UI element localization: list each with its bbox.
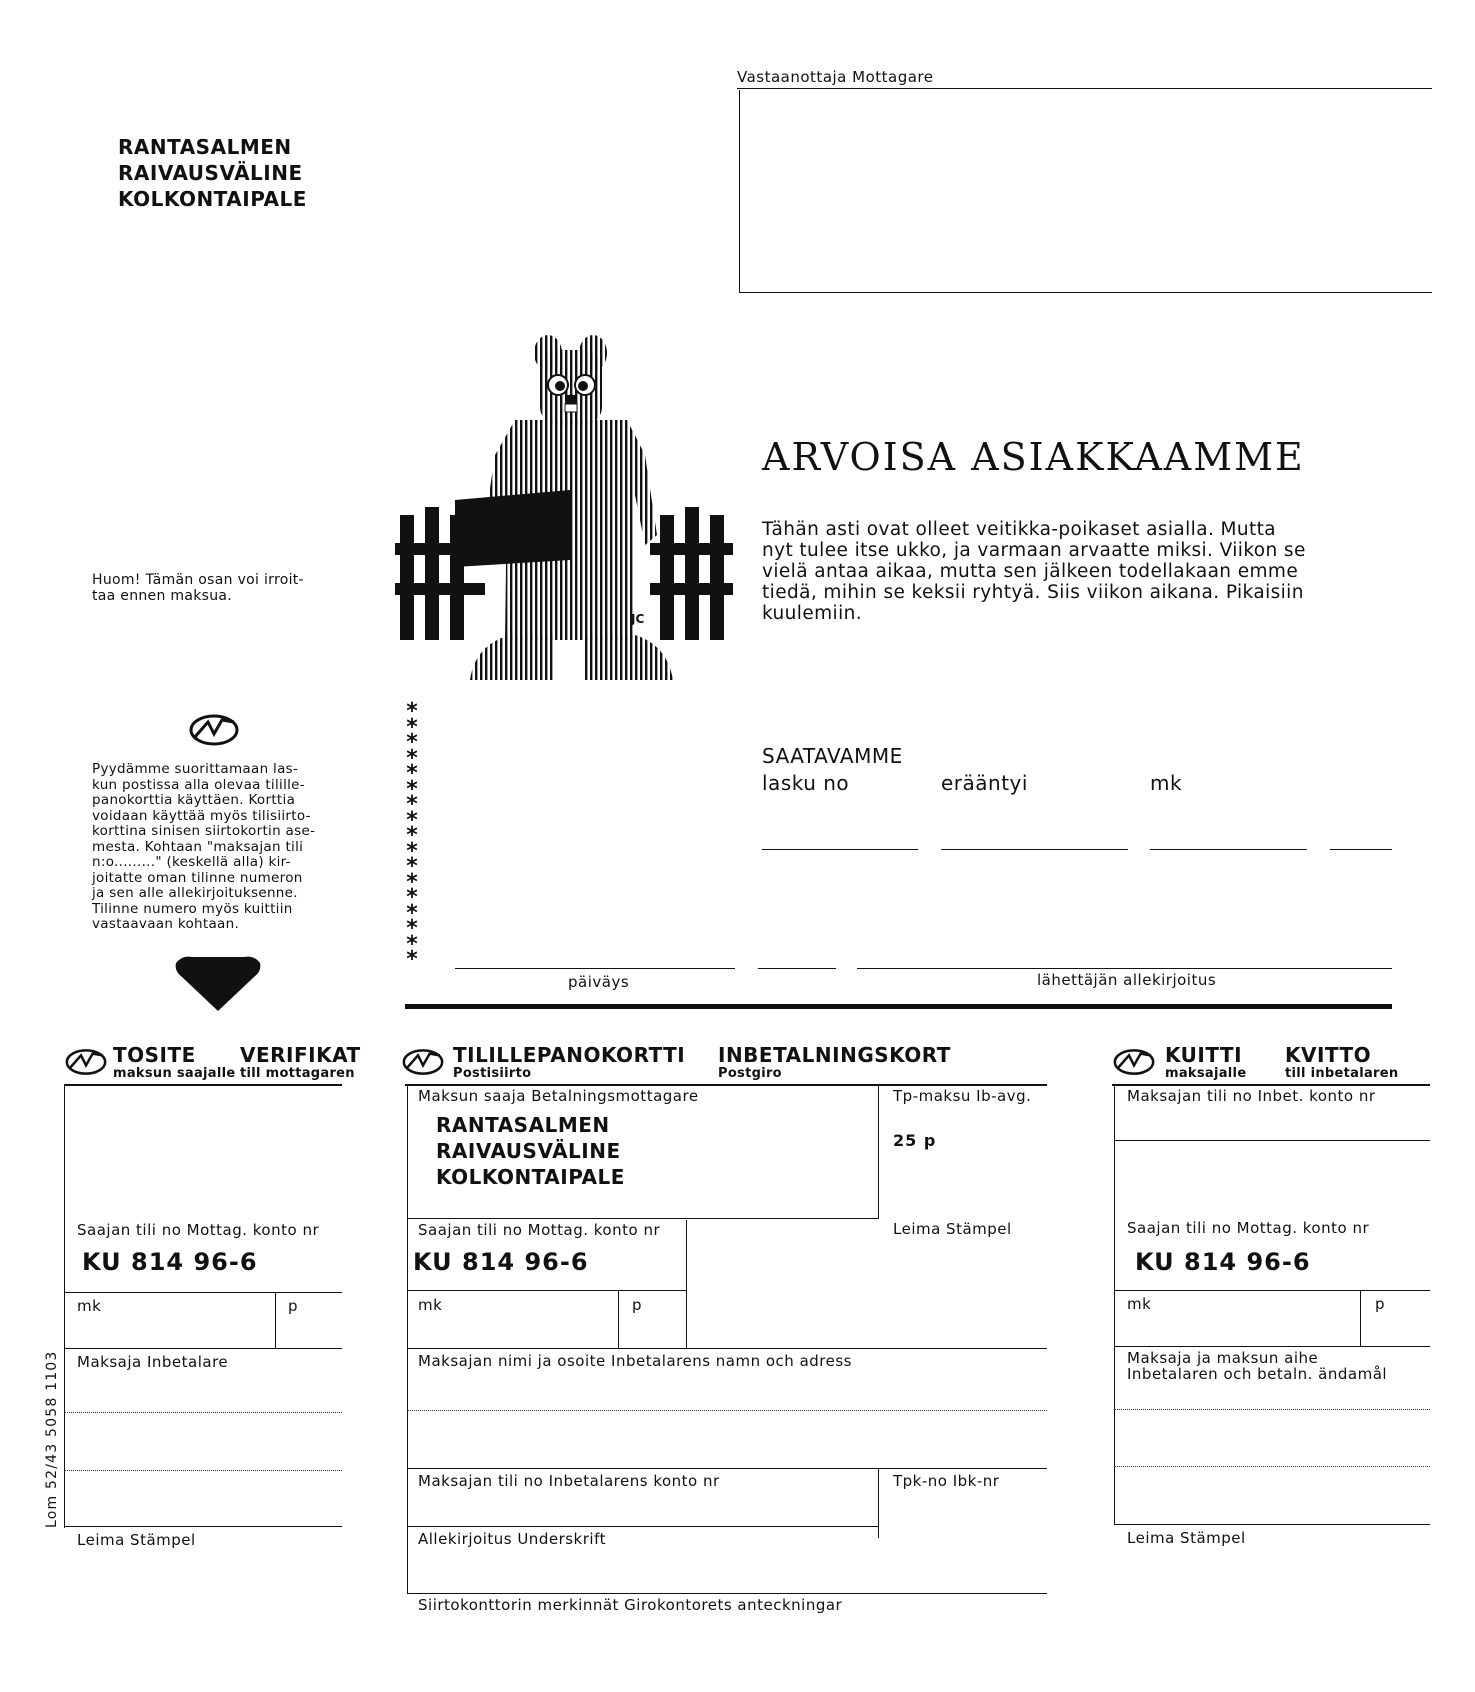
deposit-amount-divider	[618, 1290, 619, 1348]
deposit-payer-account-line	[407, 1468, 1047, 1469]
greeting-line: nyt tulee itse ukko, ja varmaan arvaatte miksi. Viikon se	[762, 540, 1306, 561]
receipt-top-line	[1112, 1084, 1430, 1086]
greeting-line: Tähän asti ovat olleet veitikka-poikaset asialla. Mutta	[762, 519, 1277, 540]
postgiro-logo-icon	[64, 1047, 108, 1077]
invoice-no-field[interactable]	[762, 849, 918, 850]
payment-instructions	[92, 762, 342, 933]
deposit-recipient-address	[436, 1112, 625, 1190]
note-line: Huom! Tämän osan voi irroit-	[92, 572, 304, 588]
instruction-line: vastaavaan kohtaan.	[92, 916, 240, 932]
greeting-line: vielä antaa aikaa, mutta sen jälkeen todellakaan emme	[762, 561, 1299, 582]
voucher-account-label: Saajan tili no Mottag. konto nr	[77, 1221, 320, 1239]
receipt-amount-divider	[1360, 1290, 1361, 1346]
instruction-line: Pyydämme suorittamaan las-	[92, 761, 299, 777]
deposit-payer-line	[407, 1348, 1047, 1349]
receipt-stamp-label: Leima Stämpel	[1127, 1529, 1246, 1547]
sender-line-1: RANTASALMEN	[118, 135, 292, 159]
voucher-stamp-label: Leima Stämpel	[77, 1531, 196, 1549]
artist-signature: JC	[631, 612, 645, 626]
voucher-mk-field[interactable]	[66, 1294, 273, 1346]
deposit-sub-fi: Postisiirto	[453, 1066, 532, 1081]
voucher-dotted-line	[64, 1412, 342, 1413]
right-fence-icon	[650, 507, 733, 640]
deposit-payer-account-label: Maksajan tili no Inbetalarens konto nr	[418, 1472, 720, 1490]
receipt-left-line	[1114, 1084, 1115, 1524]
deposit-amount-line	[407, 1290, 686, 1291]
voucher-left-line	[64, 1084, 65, 1528]
instruction-line: kun postissa alla olevaa tilille-	[92, 776, 305, 793]
recipient-bottom-line	[739, 292, 1432, 293]
receipt-sub-sv: till inbetalaren	[1285, 1066, 1399, 1081]
date-label: päiväys	[568, 973, 630, 991]
deposit-stamp-label: Leima Stämpel	[893, 1220, 1012, 1238]
receipt-purpose-label-fi: Maksaja ja maksun aihe	[1127, 1349, 1319, 1367]
sender-signature-label: lähettäjän allekirjoitus	[1037, 971, 1217, 989]
receipt-payer-account-field[interactable]	[1114, 1140, 1430, 1141]
postgiro-logo-icon	[401, 1047, 445, 1077]
postgiro-logo-icon	[188, 712, 240, 748]
sender-signature-field[interactable]	[857, 968, 1392, 969]
instruction-line: panokorttia käyttäen. Korttia	[92, 792, 296, 808]
greeting-line: tiedä, mihin se keksii ryhtyä. Siis viikon aikana. Pikaisiin	[762, 582, 1304, 603]
receipt-title-fi: KUITTI	[1165, 1043, 1243, 1067]
receipt-dotted-line	[1114, 1466, 1430, 1467]
instruction-line: mesta. Kohtaan "maksajan tili	[92, 838, 304, 855]
deposit-title-sv: INBETALNINGSKORT	[718, 1043, 951, 1067]
receipt-amount-line	[1114, 1290, 1430, 1291]
deposit-tpk-label: Tpk-no Ibk-nr	[893, 1472, 1000, 1490]
deposit-top-line	[405, 1084, 1047, 1086]
sender-line-2: RAIVAUSVÄLINE	[118, 161, 303, 185]
deposit-office-label: Siirtokonttorin merkinnät Girokontorets anteckningar	[418, 1596, 843, 1614]
deposit-account-line	[407, 1218, 878, 1219]
deposit-fee-divider	[878, 1084, 879, 1219]
greeting-line: kuulemiin.	[762, 603, 863, 624]
deposit-mk-label: mk	[418, 1296, 443, 1314]
receivables-title: SAATAVAMME	[762, 744, 903, 768]
deposit-fee-value: 25 p	[893, 1131, 937, 1150]
voucher-payer-label: Maksaja Inbetalare	[77, 1353, 229, 1371]
star-separator: * * * * * * * * * * * * * * * * *	[406, 699, 418, 972]
deposit-recipient-label: Maksun saaja Betalningsmottagare	[418, 1087, 699, 1105]
voucher-amount-line	[64, 1292, 342, 1293]
instruction-line: voidaan käyttää myös tilisiirto-	[92, 807, 311, 824]
recipient-left-line	[739, 90, 740, 292]
detach-note	[92, 573, 342, 604]
form-code: Lom 52/43 5058 1103	[44, 1350, 60, 1528]
amount-header: mk	[1150, 771, 1183, 795]
deposit-tpk-divider	[878, 1468, 879, 1538]
mailbag-icon	[455, 490, 570, 567]
deposit-recipient-line: KOLKONTAIPALE	[436, 1165, 625, 1189]
recipient-label: Vastaanottaja Mottagare	[737, 68, 934, 86]
voucher-title-fi: TOSITE	[113, 1043, 196, 1067]
recipient-top-line	[737, 88, 1432, 89]
amount-p-field[interactable]	[1330, 849, 1392, 850]
receipt-title-sv: KVITTO	[1285, 1043, 1372, 1067]
receipt-payer-account-label: Maksajan tili no Inbet. konto nr	[1127, 1087, 1376, 1105]
voucher-title-sv: VERIFIKAT	[240, 1043, 361, 1067]
voucher-mk-label: mk	[77, 1297, 102, 1315]
receipt-purpose-label	[1127, 1350, 1387, 1382]
receipt-purpose-line	[1114, 1346, 1430, 1347]
receipt-account-label: Saajan tili no Mottag. konto nr	[1127, 1219, 1370, 1237]
voucher-top-line	[64, 1084, 342, 1086]
deposit-recipient-line: RAIVAUSVÄLINE	[436, 1139, 621, 1163]
deposit-office-line	[407, 1593, 1047, 1594]
due-date-header: erääntyi	[941, 771, 1028, 795]
receipt-stamp-line	[1114, 1524, 1430, 1525]
down-arrow-icon	[172, 955, 264, 1013]
receipt-p-label: p	[1375, 1295, 1386, 1313]
date-field-line[interactable]	[455, 968, 735, 969]
instruction-line: korttina sinisen siirtokortin ase-	[92, 823, 316, 839]
instruction-line: ja sen alle allekirjoituksenne.	[92, 885, 298, 901]
receipt-sub-fi: maksajalle	[1165, 1066, 1247, 1081]
deposit-dotted-line	[407, 1410, 1047, 1411]
greeting-title: ARVOISA ASIAKKAAMME	[762, 435, 1305, 479]
deposit-title-fi: TILILLEPANOKORTTI	[453, 1043, 686, 1067]
receipt-purpose-label-sv: Inbetalaren och betaln. ändamål	[1127, 1365, 1388, 1383]
deposit-account-divider	[686, 1220, 687, 1348]
voucher-sub-fi: maksun saajalle	[113, 1066, 236, 1081]
deposit-mk-field[interactable]	[409, 1292, 616, 1346]
voucher-p-label: p	[288, 1297, 299, 1315]
receipt-dotted-line	[1114, 1409, 1430, 1410]
receipt-account-no: KU 814 96-6	[1135, 1248, 1311, 1276]
deposit-payer-name-label: Maksajan nimi ja osoite Inbetalarens namn och adress	[418, 1352, 852, 1370]
voucher-dotted-line	[64, 1470, 342, 1471]
deposit-recipient-line: RANTASALMEN	[436, 1113, 610, 1137]
bear-postman-illustration	[395, 335, 735, 680]
perforation-divider	[405, 1004, 1392, 1009]
receipt-mk-field[interactable]	[1116, 1292, 1358, 1344]
postgiro-logo-icon	[1112, 1047, 1156, 1077]
invoice-no-header: lasku no	[762, 771, 850, 795]
date-field-line-2[interactable]	[758, 968, 836, 969]
deposit-account-no: KU 814 96-6	[413, 1248, 589, 1276]
deposit-signature-line	[407, 1526, 878, 1527]
voucher-payer-line	[64, 1348, 342, 1349]
receipt-mk-label: mk	[1127, 1295, 1152, 1313]
voucher-stamp-line	[64, 1526, 342, 1527]
due-date-field[interactable]	[941, 849, 1128, 850]
deposit-left-line	[407, 1084, 408, 1594]
voucher-account-no: KU 814 96-6	[82, 1248, 258, 1276]
instruction-line: Tilinne numero myös kuittiin	[92, 900, 293, 917]
deposit-sub-sv: Postgiro	[718, 1066, 782, 1081]
instruction-line: joitatte oman tilinne numeron	[92, 869, 303, 886]
deposit-p-label: p	[632, 1296, 643, 1314]
note-line: taa ennen maksua.	[92, 587, 233, 604]
greeting-body	[762, 519, 1322, 624]
amount-mk-field[interactable]	[1150, 849, 1307, 850]
deposit-signature-label: Allekirjoitus Underskrift	[418, 1530, 606, 1548]
voucher-amount-divider	[275, 1292, 276, 1348]
sender-address	[118, 134, 307, 212]
voucher-sub-sv: till mottagaren	[240, 1066, 355, 1081]
deposit-account-label: Saajan tili no Mottag. konto nr	[418, 1221, 661, 1239]
recipient-address-field[interactable]	[741, 92, 1429, 290]
sender-line-3: KOLKONTAIPALE	[118, 187, 307, 211]
instruction-line: n:o........." (keskellä alla) kir-	[92, 854, 291, 870]
deposit-fee-label: Tp-maksu Ib-avg.	[893, 1087, 1032, 1105]
